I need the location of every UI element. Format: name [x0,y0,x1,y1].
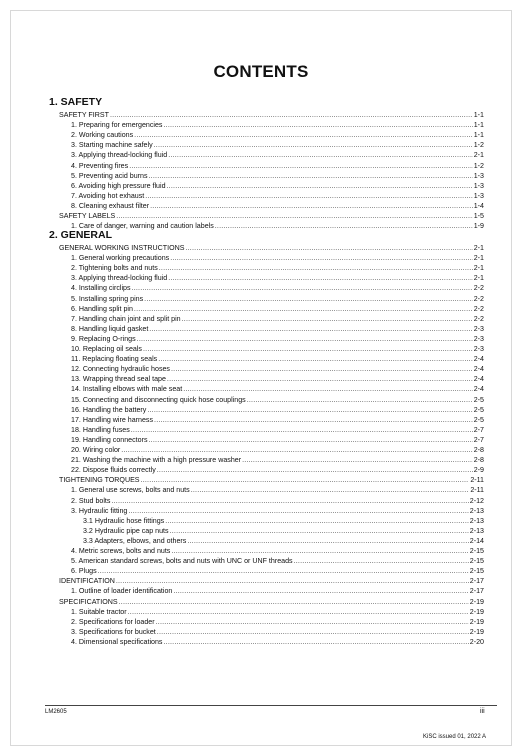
toc-page-number: 2-9 [473,466,484,475]
dot-leader [171,364,473,374]
toc-page-number: 2-15 [469,557,484,566]
dot-leader [129,161,473,171]
toc-entry-label: 1. Suitable tractor [71,607,127,616]
toc-entry-label: 4. Dimensional specifications [71,637,163,646]
toc-page-number: 2-19 [469,607,484,616]
toc-entry-label: 14. Installing elbows with male seat [71,385,183,394]
dot-leader [173,586,468,596]
toc-entry [83,516,484,526]
dot-leader [144,294,473,304]
toc-entry-label: 4. Preventing fires [71,161,129,170]
dot-leader [132,283,473,293]
toc-page-number: 2-12 [469,496,484,505]
toc-entry [71,395,484,405]
toc-page-number: 2-2 [473,304,484,313]
dot-leader [116,576,469,586]
toc-entry-label: SPECIFICATIONS [59,597,118,606]
toc-page-number: 1-4 [473,201,484,210]
dot-leader [185,243,472,253]
toc-entry [71,171,484,181]
toc-entry-label: 3. Applying thread-locking fluid [71,151,168,160]
toc-entry [71,485,484,495]
toc-entry-label: 11. Replacing floating seals [71,355,158,364]
dot-leader [157,627,469,637]
toc-entry-label: 6. Plugs [71,567,97,576]
toc-page-number: 2-2 [473,314,484,323]
toc-entry-label: 21. Washing the machine with a high pressure washer [71,456,242,465]
toc-entry-label: 3.3 Adapters, elbows, and others [83,536,187,545]
toc-page-number: 2-5 [473,395,484,404]
toc-entry [71,374,484,384]
toc-entry-label: 2. Specifications for loader [71,617,155,626]
toc-entry [71,201,484,211]
toc-page-number: 2-11 [470,476,484,485]
toc-chapter-entry [59,475,484,485]
dot-leader [110,110,473,120]
toc-page-number: 2-19 [469,617,484,626]
toc-entry [71,324,484,334]
toc-entry-label: 7. Handling chain joint and split pin [71,314,181,323]
toc-page-number: 1-3 [473,171,484,180]
toc-page-number: 1-3 [473,191,484,200]
toc-entry-label: 6. Handling split pin [71,304,133,313]
footer-divider [45,705,497,706]
dot-leader [158,354,473,364]
toc-page-number: 1-2 [473,161,484,170]
toc-entry-label: 1. General working precautions [71,254,170,263]
dot-leader [128,506,468,516]
toc-entry-label: 15. Connecting and disconnecting quick hose couplings [71,395,246,404]
toc-page-number: 2-15 [469,547,484,555]
toc-entry [71,161,484,171]
toc-entry [71,150,484,160]
toc-page-number: 2-4 [473,385,484,394]
dot-leader [121,445,472,455]
toc-entry-label: 1. Outline of loader identification [71,587,173,596]
toc-page-number: 2-8 [473,456,484,465]
toc-entry-label: 1. Care of danger, warning and caution labels [71,222,214,231]
toc-page-number: 2-19 [469,627,484,636]
toc-page-number: 2-1 [473,274,484,283]
toc-entry [71,273,484,283]
toc-entry-label: 1. General use screws, bolts and nuts [71,486,190,495]
toc-entry [71,294,484,304]
toc-entry [71,304,484,314]
toc-entry [71,314,484,324]
toc-entry [71,617,484,627]
dot-leader [167,181,473,191]
dot-leader [168,150,473,160]
toc-entry-label: 8. Handling liquid gasket [71,324,149,333]
toc-chapter-entry [59,243,484,253]
toc-entry-label: SAFETY LABELS [59,212,116,220]
dot-leader [149,435,473,445]
toc-page-number: 2-7 [473,435,484,444]
dot-leader [170,526,469,536]
toc-entry [83,526,484,536]
toc-entry-label: 4. Metric screws, bolts and nuts [71,547,171,555]
toc-entry-label: 3. Specifications for bucket [71,627,156,636]
toc-entry-label: TIGHTENING TORQUES [59,476,140,485]
toc-page-number: 2-4 [473,375,484,384]
toc-entry [71,637,484,647]
dot-leader [128,607,469,617]
toc-page-number: 1-1 [473,111,484,119]
dot-leader [143,344,473,354]
toc-entry [71,384,484,394]
toc-entry [71,415,484,425]
page-title: CONTENTS [213,62,309,81]
toc-entry-label: 8. Cleaning exhaust filter [71,201,150,210]
toc-entry-label: 12. Connecting hydraulic hoses [71,365,170,374]
toc-page-number: 1-3 [473,181,484,190]
toc-page-number: 2-4 [473,365,484,374]
toc-page-number: 2-1 [473,244,484,252]
toc-page-number: 2-1 [473,264,484,273]
dot-leader [167,374,473,384]
toc-page-number: 2-19 [469,597,484,606]
dot-leader [183,384,473,394]
dot-leader [111,496,468,506]
dot-leader [159,263,473,273]
toc-entry-label: IDENTIFICATION [59,577,115,586]
dot-leader [170,253,473,263]
toc-entry-label: 20. Wiring color [71,446,121,454]
toc-page-number: 2-3 [473,324,484,333]
toc-entry-label: 2. Working cautions [71,131,134,140]
toc-entry-label: 2. Stud bolts [71,496,111,505]
toc-entry [71,506,484,516]
toc-page-number: 2-1 [473,254,484,263]
dot-leader [157,465,473,475]
toc-entry [71,586,484,596]
toc-entry [71,354,484,364]
toc-page-number: 2-3 [473,345,484,353]
toc-entry [71,191,484,201]
dot-leader [165,516,469,526]
dot-leader [149,171,473,181]
toc-page-number: 2-14 [469,536,484,545]
dot-leader [163,120,472,130]
toc-page-number: 2-5 [473,415,484,424]
toc-page-number: 2-17 [469,577,484,586]
toc-page-number: 2-13 [469,516,484,525]
toc-entry-label: 3. Starting machine safely [71,141,153,150]
toc-entry-label: 13. Wrapping thread seal tape [71,375,166,384]
toc-entry-label: 17. Handling wire harness [71,415,154,424]
toc-entry-label: 10. Replacing oil seals [71,345,142,353]
dot-leader [150,201,473,211]
dot-leader [187,536,468,546]
toc-entry-label: 3.1 Hydraulic hose fittings [83,516,165,525]
dot-leader [154,415,473,425]
toc-entry [71,546,484,556]
toc-entry [71,263,484,273]
toc-entry [71,120,484,130]
toc-entry [71,283,484,293]
toc-entry [71,334,484,344]
document-code: LM2605 [45,709,67,715]
toc-entry [71,425,484,435]
dot-leader [116,211,472,221]
toc-entry-label: 7. Avoiding hot exhaust [71,191,145,200]
dot-leader [242,455,473,465]
toc-chapter-entry [59,211,484,221]
dot-leader [168,273,473,283]
dot-leader [147,405,472,415]
toc-entry [83,536,484,546]
toc-entry [71,455,484,465]
toc-page-number: 2-2 [473,294,484,303]
dot-leader [141,475,470,485]
dot-leader [137,334,473,344]
toc-entry [71,181,484,191]
toc-entry-label: 6. Avoiding high pressure fluid [71,181,166,190]
section-heading: 2. GENERAL [49,229,113,241]
toc-entry-label: 5. Installing spring pins [71,294,144,303]
toc-page-number: 2-3 [473,334,484,343]
toc-entry-label: 9. Replacing O-rings [71,334,136,343]
toc-page-number: 2-8 [473,446,484,454]
dot-leader [156,617,469,627]
dot-leader [134,304,473,314]
toc-entry [71,556,484,566]
toc-page-number: 2-5 [473,405,484,414]
toc-page-number: 2-11 [470,486,484,495]
dot-leader [215,221,473,231]
toc-chapter-entry [59,110,484,120]
toc-page-number: 2-20 [469,637,484,646]
toc-entry-label: SAFETY FIRST [59,111,109,119]
toc-entry [71,627,484,637]
toc-entry [71,221,484,231]
toc-page-number: 2-1 [473,151,484,160]
dot-leader [163,637,468,647]
toc-entry [71,140,484,150]
dot-leader [182,314,473,324]
toc-entry-label: GENERAL WORKING INSTRUCTIONS [59,244,185,252]
toc-page-number: 1-2 [473,141,484,150]
toc-entry-label: 18. Handling fuses [71,425,130,434]
toc-page-number: 2-13 [469,526,484,535]
toc-entry [71,607,484,617]
toc-entry-label: 3.2 Hydraulic pipe cap nuts [83,526,169,535]
toc-page-number: 2-2 [473,284,484,293]
toc-entry [71,496,484,506]
toc-entry-label: 22. Dispose fluids correctly [71,466,156,475]
dot-leader [98,566,469,576]
toc-entry-label: 5. Preventing acid burns [71,171,148,180]
toc-page-number: 1-1 [473,121,484,130]
toc-entry-label: 1. Preparing for emergencies [71,121,163,130]
toc-entry [71,445,484,455]
dot-leader [149,324,472,334]
toc-chapter-entry [59,576,484,586]
toc-page-number: 1-1 [473,131,484,140]
toc-chapter-entry [59,597,484,607]
dot-leader [154,140,473,150]
dot-leader [134,130,473,140]
toc-entry-label: 16. Handling the battery [71,405,147,414]
dot-leader [131,425,473,435]
issue-notice: KiSC issued 01, 2022 A [423,734,487,740]
toc-entry [71,465,484,475]
toc-entry-label: 2. Tightening bolts and nuts [71,264,158,273]
toc-entry [71,130,484,140]
toc-entry [71,405,484,415]
section-heading: 1. SAFETY [49,96,103,108]
toc-page-number: 1-5 [473,212,484,220]
toc-page-number: 2-13 [469,506,484,515]
toc-entry-label: 4. Installing circlips [71,284,131,293]
toc-page-number: 2-4 [473,355,484,364]
dot-leader [145,191,473,201]
dot-leader [119,597,469,607]
toc-entry-label: 19. Handling connectors [71,435,148,444]
toc-entry [71,566,484,576]
dot-leader [247,395,473,405]
page-number: iii [480,708,485,715]
toc-entry-label: 3. Hydraulic fitting [71,506,128,515]
dot-leader [191,485,470,495]
toc-page-number: 2-17 [469,587,484,596]
dot-leader [171,546,468,556]
toc-page-number: 2-7 [473,425,484,434]
toc-page-number: 1-9 [473,222,484,231]
toc-entry [71,364,484,374]
toc-entry [71,344,484,354]
toc-entry-label: 5. American standard screws, bolts and nuts with UNC or UNF threads [71,557,293,566]
toc-entry [71,253,484,263]
toc-entry-label: 3. Applying thread-locking fluid [71,274,168,283]
toc-page-number: 2-15 [469,567,484,576]
toc-entry [71,435,484,445]
dot-leader [294,556,469,566]
